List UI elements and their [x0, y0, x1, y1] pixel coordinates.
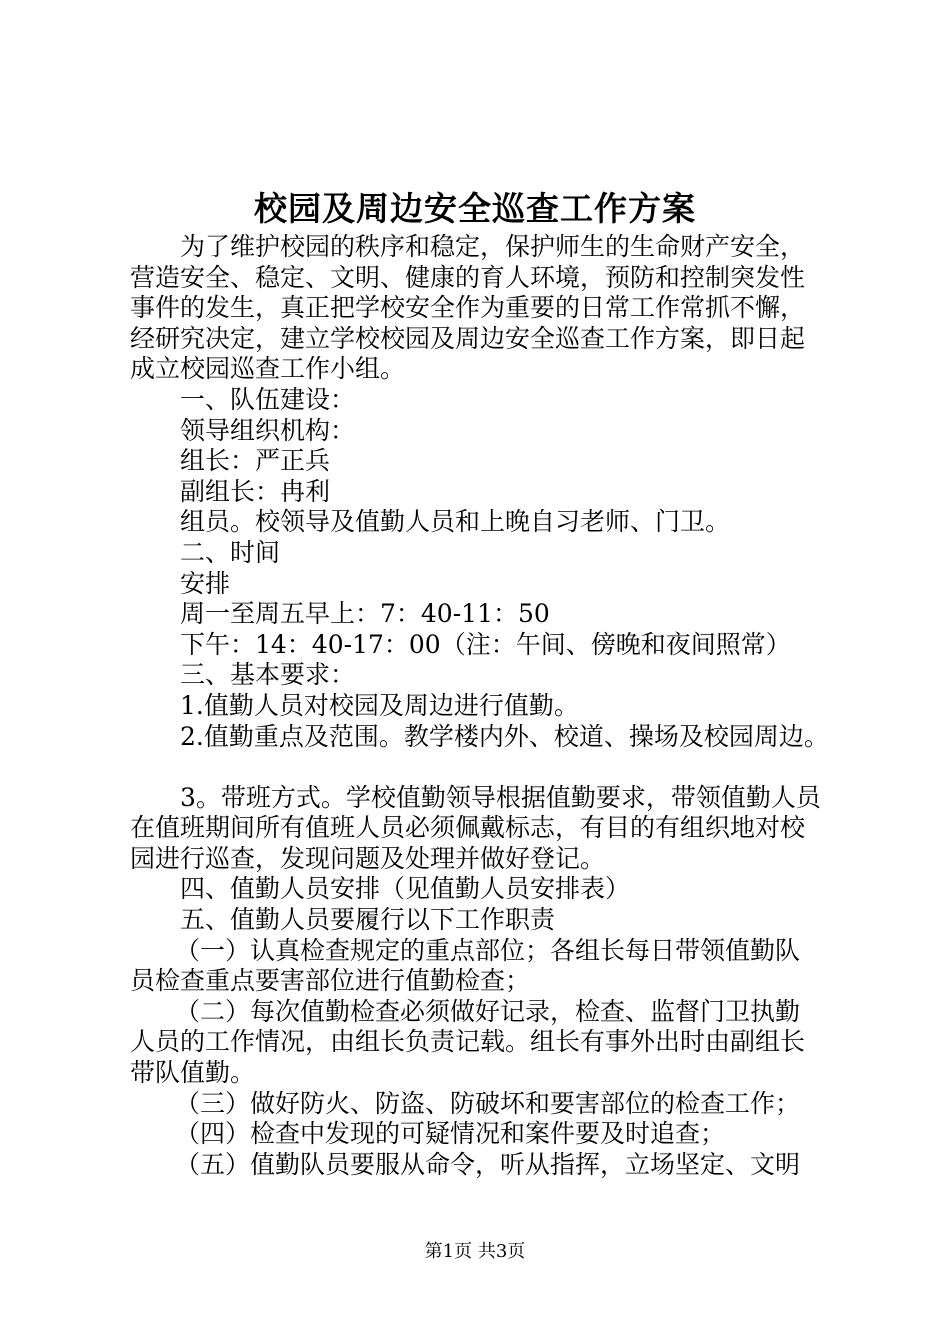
- text-line: 为了维护校园的秩序和稳定，保护师生的生命财产安全，: [180, 232, 806, 261]
- document-body: [130, 232, 850, 1180]
- text-line: （三）做好防火、防盗、防破坏和要害部位的检查工作；: [175, 1088, 801, 1118]
- text-line: 3。带班方式。学校值勤领导根据值勤要求，带领值勤人员: [180, 782, 821, 812]
- blank-line: [130, 752, 850, 783]
- section-heading: 四、值勤人员安排（见值勤人员安排表）: [180, 874, 631, 904]
- text-line: 副组长：冉利: [180, 476, 331, 506]
- text-line: 人员的工作情况，由组长负责记载。组长有事外出时由副组长: [130, 1027, 806, 1057]
- text-line: 带队值勤。: [130, 1058, 256, 1088]
- text-line: （一）认真检查规定的重点部位；各组长每日带领值勤队: [175, 935, 801, 965]
- text-line: 在值班期间所有值班人员必须佩戴标志，有目的有组织地对校: [130, 813, 806, 843]
- text-line: （五）值勤队员要服从命令，听从指挥，立场坚定、文明: [175, 1149, 801, 1179]
- text-line: 组长：严正兵: [180, 446, 331, 476]
- text-line: 下午：14：40-17：00（注：午间、傍晚和夜间照常）: [180, 629, 791, 659]
- page-indicator: 第1页 共3页: [424, 1241, 526, 1262]
- text-line: 经研究决定，建立学校校园及周边安全巡查工作方案，即日起: [130, 323, 806, 353]
- text-line: （二）每次值勤检查必须做好记录，检查、监督门卫执勤: [175, 996, 801, 1026]
- text-line: 成立校园巡查工作小组。: [130, 354, 406, 384]
- text-line: 营造安全、稳定、文明、健康的育人环境，预防和控制突发性: [130, 262, 806, 292]
- text-line: 领导组织机构：: [180, 415, 356, 445]
- text-line: （四）检查中发现的可疑情况和案件要及时追查；: [175, 1119, 726, 1149]
- section-heading: 一、队伍建设：: [180, 384, 356, 414]
- text-line: 组员。校领导及值勤人员和上晚自习老师、门卫。: [180, 507, 731, 537]
- text-line: 1.值勤人员对校园及周边进行值勤。: [180, 690, 579, 720]
- text-line: 安排: [180, 568, 231, 598]
- text-line: 2.值勤重点及范围。教学楼内外、校道、操场及校园周边。: [180, 721, 829, 751]
- text-line: 园进行巡查，发现问题及处理并做好登记。: [130, 843, 606, 873]
- section-heading: 二、时间: [180, 537, 281, 567]
- text-line: 员检查重点要害部位进行值勤检查；: [130, 966, 531, 996]
- section-heading: 五、值勤人员要履行以下工作职责: [180, 905, 556, 935]
- document-title: 校园及周边安全巡查工作方案: [254, 189, 696, 228]
- section-heading: 三、基本要求：: [180, 660, 356, 690]
- text-line: 周一至周五早上：7：40-11：50: [180, 599, 550, 629]
- text-line: 事件的发生，真正把学校安全作为重要的日常工作常抓不懈，: [130, 293, 806, 323]
